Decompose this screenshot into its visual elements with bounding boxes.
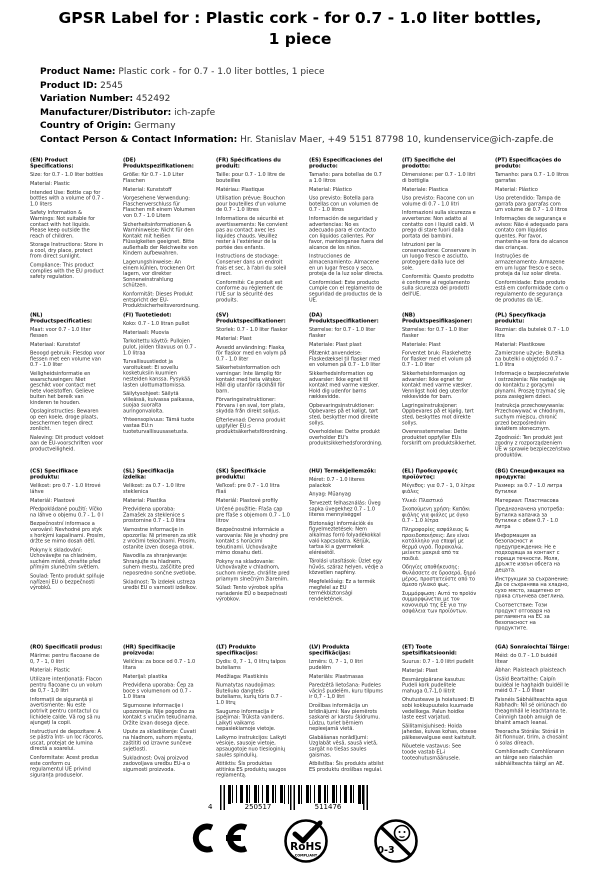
product-info-value: Hr. Stanislav Maer, +49 5151 87798 10, kundenservice@ich-zapfe.de xyxy=(237,134,554,145)
lang-block-it xyxy=(402,157,477,300)
lang-block-paragraph: Informações de segurança e avisos: Não é adequado para contato com líquidos quentes. Por favor, mantenha-se fora do alcance das crianças. xyxy=(495,215,569,251)
lang-block-paragraph: Säilytysohjeet: Säilytä viileässä, kuivassa paikassa, suojaa suoralta auringonvalolta. xyxy=(123,391,195,414)
lang-block-paragraph: Uso previsto: Fiacone con un volume di 0.7 - 1.0 litri xyxy=(402,195,474,207)
lang-block-ga xyxy=(495,644,570,770)
lang-block-paragraph: Safety Information & Warnings: Not suitable for contact with hot liquids. Please keep outside the reach of children. xyxy=(30,210,96,239)
lang-block-paragraph: Съответствие: Този продукт отговаря на регламента на ЕС за безопасност на продуктите. xyxy=(495,602,551,632)
product-info-label: Product Name: xyxy=(40,67,116,77)
lang-block-paragraph: Eesmärgipärane kasutus: Pudeli kork pudelitele mahuga 0,7-1,0 liitrit xyxy=(402,676,466,694)
lang-block-heading: (NL) Productspecificaties: xyxy=(30,312,93,325)
lang-block-hu xyxy=(309,468,384,605)
lang-block-paragraph: Størrelse: for 0.7 - 1.0 liter flasker xyxy=(402,327,469,339)
product-info-row xyxy=(40,93,580,107)
lang-block-cs xyxy=(30,468,105,594)
lang-block-paragraph: Materijal: plastika xyxy=(123,673,168,680)
lang-block-paragraph: Atbilstība: Šis produkts atbilst ES produktu drošības regulai. xyxy=(309,761,384,773)
product-info-label: Contact Person & Contact Information: xyxy=(40,134,238,145)
lang-block-heading: (HR) Specifikacije proizvoda: xyxy=(123,644,176,657)
product-info-value: Plastic cork - for 0.7 - 1.0 liter bottles, 1 piece xyxy=(115,67,325,77)
lang-block-paragraph: Dydis: 0, 7 - 1, 0 litrų talpos buteliams xyxy=(216,659,286,671)
lang-block-paragraph: Turvallisuustiedot ja varoitukset: Ei sovellu kosketuksiin kuumien nesteiden kanssa. Pysykää lasten ulottumattomissa. xyxy=(123,359,191,388)
lang-block-paragraph: Tamanho: para 0.7 - 1.0 litros garrafas xyxy=(495,172,569,184)
product-info-label: Variation Number: xyxy=(40,94,134,104)
lang-block-paragraph: Material: Plastic xyxy=(30,667,70,674)
lang-block-paragraph: Conformité: Ce produit est conforme au règlement de l'UE sur la sécurité des produits. xyxy=(216,279,283,303)
lang-block-paragraph: Instrucțiuni de depozitare: A se păstra într- un loc răcoros, uscat, protejat de lumina directă a soarelui. xyxy=(30,728,104,752)
lang-block-paragraph: Lagringsinstruksjoner: Oppbevares på et kjølig, tørt sted, beskyttes mot direkte sollys. xyxy=(402,402,474,426)
lang-block-el xyxy=(402,468,477,617)
lang-block-paragraph: Mărime: pentru flacoane de 0, 7 - 1, 0 litri xyxy=(30,653,100,665)
lang-block-lt xyxy=(216,644,291,782)
lang-block-paragraph: Určené použitie: Fľaša cap pre fľaše s objemom 0.7 - 1.0 litrov xyxy=(216,506,290,524)
lang-block-paragraph: Faisnéis Sábháilteachta agus Rabhadh: Níl sé oiriúnach do theagmháil le leachtanna te. Coinnigh taobh amuigh de bhaint amach leanaí. xyxy=(495,696,568,726)
lang-block-paragraph: Comhlíonadh: Comhlíonann an táirge seo rialachán sábháilteachta táirgí an AE. xyxy=(495,749,565,767)
lang-block-paragraph: Navodila za shranjevanje: Shranjujte na hladnem, suhem mestu, zaščitite pred neposredno sončne svetlobe. xyxy=(123,553,197,577)
lang-block-heading: (GA) Sonraíochtaí Táirge: xyxy=(495,644,570,650)
lang-block-fr xyxy=(216,157,291,306)
lang-block-heading: (EN) Product Specifications: xyxy=(30,157,74,170)
lang-block-heading: (SV) Produktspecifikationer: xyxy=(216,312,286,325)
lang-block-paragraph: Maat: voor 0.7 - 1.0 liter flessen xyxy=(30,327,91,339)
lang-block-heading: (PL) Specyfikacja produktu: xyxy=(495,312,546,325)
lang-block-paragraph: Tarkoitettu käyttö: Pullojen pulot, joiden tilavuus on 0.7 - 1.0 litraa xyxy=(123,338,197,356)
product-info xyxy=(40,66,580,147)
lang-block-paragraph: Overholdelse: Dette produkt overholder EU's produktsikkerhedsforordning. xyxy=(309,429,383,447)
lang-block-paragraph: Instructions de stockage: Conserver dans un endroit frais et sec, à l'abri du soleil direct. xyxy=(216,253,287,277)
lang-block-paragraph: Veiligheidsinformatie en waarschuwingen: Niet geschikt voor contact met hete vloeistoffen. Gelieve buiten het bereik van kinderen te houden. xyxy=(30,370,96,406)
lang-block-paragraph: Ohutusteave ja hoiatused: Ei sobi kokkupuuteks kuumade vedelikega. Palun hoidke laste eest varjatud. xyxy=(402,697,475,721)
lang-block-de xyxy=(123,157,198,312)
age-warning-icon xyxy=(372,817,420,865)
lang-block-paragraph: Vorgesehene Verwendung: Flaschenverschluss für Flaschen mit einem Volumen von 0.7 - 1.0 Litern xyxy=(123,195,196,219)
lang-block-paragraph: Efterlevnad: Denna produkt uppfyller EU:s produktsäkerhetsförordning. xyxy=(216,417,288,435)
lang-block-paragraph: Megfelelőség: Ez a termék megfelel az EU termékbiztonsági rendeletének. xyxy=(309,579,376,602)
lang-block-paragraph: Conformidade: Este produto está em conformidade com o regulamento de segurança de produtos da UE. xyxy=(495,279,569,303)
lang-block-paragraph: Informations de sécurité et avertissements: Ne convient pas au contact avec les liquides chauds. Veuillez rester à l'extérieur de la portée des enfants. xyxy=(216,215,288,251)
lang-block-nb xyxy=(402,312,477,450)
lang-block-paragraph: Velikost: pro 0.7 - 1.0 litrové láhve xyxy=(30,483,101,495)
lang-block-paragraph: Conformità: Questo prodotto è conforme al regolamento sulla sicurezza dei prodotti dell'UE. xyxy=(402,274,474,298)
lang-block-paragraph: Μέγεθος: για 0.7 - 1, 0 λίτρα φιάλες xyxy=(402,483,475,495)
lang-block-paragraph: Размер: за 0.7 - 1.0 литра бутилки xyxy=(495,483,563,495)
rohs-icon xyxy=(282,817,330,865)
lang-block-paragraph: Größe: für 0.7 - 1.0 Liter Flaschen xyxy=(123,172,184,184)
product-info-value: 2545 xyxy=(97,80,124,91)
lang-block-paragraph: Bezpečnostní informace a varování: Nevhodné pro styk s horkými kapalinami. Prosím, držte se mimo dosah dětí. xyxy=(30,521,105,545)
lang-block-pt xyxy=(495,157,570,306)
lang-block-paragraph: Συμμόρφωση: Αυτό το προϊόν συμμορφώνεται με τον κανονισμό της ΕΕ για την ασφάλεια των προϊόντων. xyxy=(402,590,477,614)
product-info-label: Manufacturer/Distributor: xyxy=(40,107,172,118)
lang-block-heading: (FR) Spécifications du produit: xyxy=(216,157,281,170)
lang-block-paragraph: Anyag: Műanyag xyxy=(309,491,351,498)
lang-block-paragraph: Varnostne informacije in opozorila: Ni primeren za stik z vročimi tekočinami. Prosim, ostanite izven dosega otrok. xyxy=(123,526,197,550)
lang-block-paragraph: Matériau: Plastique xyxy=(216,186,265,193)
lang-block-paragraph: Izmērs: 0, 7 - 1, 0 litri pudelēm xyxy=(309,659,363,671)
lang-block-pl xyxy=(495,312,570,461)
lang-block-paragraph: Materiaali: Muovia xyxy=(123,329,169,336)
lang-block-paragraph: Naleving: Dit product voldoet aan de EU-voorschriften voor productveiligheid. xyxy=(30,434,104,453)
lang-block-heading: (DE) Produktspezifikationen: xyxy=(123,157,194,170)
lang-block-bg xyxy=(495,468,570,635)
lang-block-lv xyxy=(309,644,384,776)
lang-block-paragraph: Beoogd gebruik: Flesdop voor flessen met een volume van 0.7 - 1.0 liter xyxy=(30,350,105,368)
lang-block-nl xyxy=(30,312,105,455)
lang-block-paragraph: Størrelse: for 0.7 - 1.0 liter flasker xyxy=(309,327,376,339)
barcode-group1: 250517 xyxy=(232,803,284,811)
lang-block-paragraph: Tervezett felhasználás: Üveg sapka üvegekhez 0.7 - 1.0 literes mennyiséggel xyxy=(309,500,381,518)
lang-block-paragraph: Utilisation prévue: Bouchon pour bouteilles d'un volume de 0.7 - 1.0 litres xyxy=(216,195,286,213)
lang-block-heading: (ES) Especificaciones del producto: xyxy=(309,157,383,170)
product-info-row xyxy=(40,80,580,94)
lang-block-paragraph: Predvidena uporaba: Zamašek za steklenice s prostornine 0.7 - 1.0 litra xyxy=(123,506,186,524)
lang-block-paragraph: Veľkosť: pre 0.7 - 1.0 litra fliaš xyxy=(216,483,280,495)
lang-block-paragraph: Méret: 0.7 - 1.0 literes palackok xyxy=(309,477,365,489)
lang-block-paragraph: Treoracha Stórála: Stóráil in áit fionnuar, tirim, a chosaint ó solas díreach. xyxy=(495,728,568,746)
language-grid-area xyxy=(30,157,570,782)
lang-block-paragraph: Material: Plastika xyxy=(123,497,166,504)
rohs-sublabel: COMPLIANT xyxy=(294,853,318,858)
lang-block-heading: (BG) Спецификация на продукта: xyxy=(495,468,565,481)
product-info-value: ich-zapfe xyxy=(171,107,216,118)
lang-block-paragraph: Utilizare intenționată: Flacon pentru flacoane cu un volum de 0,7 - 1,0 litri xyxy=(30,676,103,694)
lang-block-paragraph: Opslaginstructies: Bewaren op een koele, droge plaats, beschermen tegen direct zonlicht. xyxy=(30,408,99,432)
age-label: 0-3 xyxy=(377,845,395,856)
lang-block-paragraph: Información de seguridad y advertencias: No es adecuado para el contacto con líquidos calientes. Por favor, manténganse fuera del alcance de los niños. xyxy=(309,215,384,251)
rohs-label: RoHS xyxy=(290,841,322,853)
lang-block-paragraph: Saugumo informacija ir įspėjimai: Trūksta vandens. Laikyti vaikams nepasiekiamoje vietoje. xyxy=(216,708,285,732)
lang-block-paragraph: Zamierzone użycie: Butelka na butelki o objętości 0.7 - 1.0 litra xyxy=(495,350,565,368)
barcode-prefix: 4 xyxy=(208,803,213,811)
lang-block-paragraph: Koko: 0.7 - 1.0 litran pullot xyxy=(123,321,190,327)
lang-block-paragraph: Materiāls: Plastmasas xyxy=(309,673,364,680)
lang-block-paragraph: Sukladnost: Ovaj proizvod zadovoljava uredbu EU-a o sigurnosti proizvoda. xyxy=(123,755,191,773)
lang-block-paragraph: Forventet bruk: Flaskehette for flasker med et volum på 0.7 - 1.0 liter xyxy=(402,350,472,368)
lang-block-paragraph: Υλικό: Πλαστικό xyxy=(402,497,443,504)
lang-block-paragraph: Predviđena uporaba: Čep za boce s volumenom od 0.7 - 1.0 litara xyxy=(123,682,194,700)
product-info-row xyxy=(40,66,580,80)
lang-block-heading: (DA) Produktspecifikationer: xyxy=(309,312,379,325)
lang-block-paragraph: Instrucciones de almacenamiento: Almacene en un lugar fresco y seco, proteja de la luz solar directa. xyxy=(309,253,384,277)
barcode-digits xyxy=(208,803,368,813)
lang-block-paragraph: Soulad: Tento produkt splňuje nařízení EU o bezpečnosti výrobků. xyxy=(30,573,105,591)
lang-block-paragraph: Materiale: Plastica xyxy=(402,186,448,193)
lang-block-heading: (PT) Especificações do produto: xyxy=(495,157,562,170)
lang-block-heading: (SK) Špecifikácie produktu: xyxy=(216,468,266,481)
lang-block-es xyxy=(309,157,384,306)
lang-block-heading: (LV) Produkta specifikācijas: xyxy=(309,644,351,657)
lang-block-paragraph: Instrukcja przechowywania: Przechowywać w chłodnym, suchym miejscu, chronić przed bezpośrednim światłem słonecznym. xyxy=(495,402,566,432)
lang-block-paragraph: Bezpečnostné informácie a varovania: Nie je vhodný pre kontakt s horúcimi tekutinami. Uchovávajte mimo dosahu detí. xyxy=(216,526,289,556)
lang-block-paragraph: Material: Plástico xyxy=(495,186,538,193)
product-info-row xyxy=(40,120,580,134)
lang-block-paragraph: Compliance: This product complies with the EU product safety regulation. xyxy=(30,262,104,280)
lang-block-paragraph: Πληροφορίες ασφάλειας & προειδοποιήσεις: Δεν είναι κατάλληλο για επαφή με θερμά υγρά. Παρακαλώ, μείνετε μακριά από τα παιδιά. xyxy=(402,526,470,562)
lang-block-paragraph: Size: for 0.7 - 1.0 liter bottles xyxy=(30,172,104,178)
lang-block-paragraph: Informații de siguranță și avertismente: Nu este potrivit pentru contactul cu lichidele calde. Vă rog să nu ajungeți la copii. xyxy=(30,696,101,726)
lang-block-paragraph: Informazioni sulla sicurezza e avvertenze: Non adatto al contatto con i liquidi caldi. Vi prego di stare fuori dalla portata dei bambini. xyxy=(402,210,476,239)
lang-block-paragraph: Materiál: Plastové profily xyxy=(216,497,278,504)
product-info-label: Product ID: xyxy=(40,80,98,91)
lang-block-paragraph: Информация за безопасност и предупреждения: Не е подходяща за контакт с горещи течности. Моля, дръжте извън обсега на децата. xyxy=(495,532,561,574)
lang-block-hr xyxy=(123,644,198,776)
product-info-value: 452492 xyxy=(133,94,171,104)
lang-block-sk xyxy=(216,468,291,606)
lang-block-paragraph: Yhteensopivuus: Tämä tuote vastaa EU:n tuoteturvallisuusasetusta. xyxy=(123,417,195,435)
lang-block-paragraph: Veličina: za boce od 0.7 - 1.0 litara xyxy=(123,659,196,671)
compliance-icons-row xyxy=(0,817,600,877)
lang-block-paragraph: Sikkerhedsinformation og advarsler: Ikke egnet til kontakt med varme væsker. Hold dig udenfor børns rækkevidde. xyxy=(309,370,380,400)
lang-block-fi xyxy=(123,312,198,438)
lang-block-paragraph: Súlad: Tento výrobok spĺňa nariadenie EÚ o bezpečnosti výrobkov. xyxy=(216,585,288,603)
lang-block-paragraph: Conformitate: Acest produs este conform cu regulamentul UE privind siguranța produselor. xyxy=(30,755,99,778)
lang-block-paragraph: Säilitamisjuhised: Hoida jahedas, kuivas kohas, otsese päikesevalguse eest kaitstult. xyxy=(402,723,477,741)
page-title: GPSR Label for : Plastic cork - for 0.7 - 1.0 liter bottles, 1 piece xyxy=(58,9,542,48)
lang-block-paragraph: Material: Kunststoff xyxy=(123,186,172,193)
lang-block-paragraph: Drošības informācija un brīdinājumi: Nav piemērots saskarei ar karstu šķidrumu. Lūdzu, turiet bērniem nepieejamā vietā. xyxy=(309,702,381,732)
lang-block-sl xyxy=(123,468,198,594)
lang-block-et xyxy=(402,644,477,764)
lang-block-paragraph: Påtænkt anvendelse: Flaskedæksel til flasker med en volumen på 0.7 - 1.0 liter xyxy=(309,350,381,368)
lang-block-paragraph: Uso previsto: Botella para botellas con un volumen de 0.7 - 1.0 litros xyxy=(309,195,379,213)
barcode-group2: 511476 xyxy=(302,803,354,811)
barcode xyxy=(208,785,368,813)
lang-block-paragraph: Overensstemmelse: Dette produktet oppfyller EUs forskrift om produktsikkerhet. xyxy=(402,429,477,447)
lang-block-paragraph: Nõuetele vastavus: See toode vastab EL-i tooteohutusmäärusele. xyxy=(402,743,462,761)
lang-block-sv xyxy=(216,312,291,438)
lang-block-paragraph: Medžiaga: Plastikinis xyxy=(216,673,269,680)
lang-block-paragraph: Intended Use: Bottle cap for bottles with a volume of 0.7 - 1.0 liters xyxy=(30,189,104,207)
lang-block-paragraph: Предназначена употреба: Бутилка капачка за бутилки с обем 0.7 - 1.0 литра xyxy=(495,506,565,530)
lang-block-paragraph: Laikymo instrukcijos: Laikyti vėsioje, sausoje vietoje, apsaugotoje nuo tiesioginių saulės spindulių. xyxy=(216,734,287,758)
lang-block-paragraph: Pokyny k skladování: Uchovávejte na chladném, suchém místě, chraňte před přímým slunečním světlem. xyxy=(30,547,101,571)
lang-block-paragraph: Velikost: za 0.7 - 1.0 litre steklenica xyxy=(123,483,186,495)
lang-block-paragraph: Инструкции за съхранение: Да се съхранява на хладно, сухо място, защитено от пряка слънчева светлина. xyxy=(495,576,569,600)
lang-block-paragraph: Materiale: Plast xyxy=(402,341,441,348)
lang-block-paragraph: Instruções de armazenamento: Armazene em um lugar fresco e seco, proteja da luz solar direta. xyxy=(495,253,565,277)
lang-block-paragraph: Numatytas naudojimas: Buteliuko dangtelis buteliams, kurių tūris 0.7 - 1.0 litrų xyxy=(216,682,283,706)
lang-block-heading: (SL) Specifikacija izdelka: xyxy=(123,468,174,481)
lang-block-paragraph: Předpokládané použití: Víčko na láhve o objemu 0.7 - 1, 0 l xyxy=(30,506,104,518)
lang-block-paragraph: Skladnost: Ta izdelek ustreza uredbi EU o varnosti izdelkov. xyxy=(123,579,197,591)
lang-block-heading: (FI) Tuotetiedot: xyxy=(123,312,172,318)
lang-block-paragraph: Materjal: Plast xyxy=(402,667,438,674)
lang-block-paragraph: Taille: pour 0.7 - 1.0 litre de bouteilles xyxy=(216,172,285,184)
lang-block-da xyxy=(309,312,384,450)
lang-block-paragraph: Istruzioni per la conservazione: Conservare in un luogo fresco e asciutto, proteggere dalla luce del sole. xyxy=(402,242,476,271)
lang-block-heading: (NB) Produktspesifikasjoner: xyxy=(402,312,473,325)
lang-block-paragraph: Materiał: Plastikowe xyxy=(495,341,545,348)
lang-block-paragraph: Material: Plast xyxy=(216,335,252,342)
lang-block-paragraph: Rozmiar: dla butelek 0.7 - 1.0 litra xyxy=(495,327,569,339)
product-info-row xyxy=(40,134,580,148)
lang-block-paragraph: Lagerungshinweise: An einem kühlen, trockenen Ort lagern, vor direkter Sonneneinstrahlung schützen. xyxy=(123,259,195,289)
lang-block-paragraph: Conformidad: Este producto cumple con el reglamento de seguridad de productos de la UE. xyxy=(309,279,383,303)
lang-block-paragraph: Suurus: 0.7 - 1.0 liitri pudelit xyxy=(402,659,474,665)
lang-block-paragraph: Tamaño: para botellas de 0.7 a 1.0 litros xyxy=(309,172,382,184)
lang-block-paragraph: Biztonsági információk és figyelmeztetések: Nem alkalmas forró folyadékokkal való kapcsolatra. Kérjük, tartsa ki a gyermekek elérésétől. xyxy=(309,520,381,556)
lang-block-paragraph: Förvaringsinstruktioner: Förvara i en sval, torr plats, skydda från direkt solljus. xyxy=(216,397,285,415)
lang-block-paragraph: Materiale: Plast plast xyxy=(309,341,362,348)
lang-block-paragraph: Méid: do 0.7 - 1.0 buidéil lítear xyxy=(495,653,558,665)
lang-block-paragraph: Konformität: Dieses Produkt entspricht der EU-Produktsicherheitsverordnung. xyxy=(123,291,200,309)
lang-block-paragraph: Σκοπούμενη χρήση: Καπάκι φιάλης για φιάλες με όγκο 0.7 - 1.0 λίτρα xyxy=(402,506,470,524)
lang-block-paragraph: Материал: Пластмасова xyxy=(495,497,559,504)
lang-block-paragraph: Pokyny na skladovanie: Uchovávajte v chladnom, suchom mieste, chráňte pred priamym slnečným žiarením. xyxy=(216,558,290,582)
lang-block-paragraph: Säkerhetsinformation och varningar: Inte lämplig för kontakt med heta vätskor. Håll dig utanför räckhåll för barn. xyxy=(216,365,285,394)
lang-block-paragraph: Sigurnosne informacije i upozorenja: Nije pogodno za kontakt s vrućim tekućinama. Držite izvan dosega djece. xyxy=(123,702,198,726)
lang-block-paragraph: Paredzētā lietošana: Pudeles vāciņš pudelēm, kuru tilpums ir 0,7 - 1,0 litri xyxy=(309,682,383,700)
lang-block-paragraph: Οδηγίες αποθήκευσης: Φυλάσσετε σε δροσερό, ξηρό μέρος, προστατεύστε από το άμεσο ηλιακό φως. xyxy=(402,564,476,588)
lang-block-paragraph: Dimensione: per 0.7 - 1.0 litri di bottiglia xyxy=(402,172,476,184)
lang-block-paragraph: Tárolási utasítások: Üzlet egy hűvös, száraz helyen, védje a közvetlen napfény. xyxy=(309,558,384,576)
lang-block-heading: (EL) Προδιαγραφές προϊόντος: xyxy=(402,468,458,481)
lang-block-en xyxy=(30,157,105,283)
product-info-row xyxy=(40,107,580,121)
product-info-value: Germany xyxy=(131,121,176,131)
lang-block-paragraph: Úsáid Beartaithe: Caipín buidéal le haghaidh buidéil le méid 0.7 - 1.0 lítear xyxy=(495,676,569,694)
lang-block-ro xyxy=(30,644,105,781)
lang-block-paragraph: Materiaal: Kunststof xyxy=(30,341,80,348)
lang-block-paragraph: Material: Plastic xyxy=(30,180,70,187)
lang-block-heading: (ET) Toote spetsifikatsioonid: xyxy=(402,644,457,657)
lang-block-paragraph: Atitiktis: Šis produktas atitinka ES produktų saugos reglamentą. xyxy=(216,761,287,779)
lang-block-paragraph: Informacje o bezpieczeństwie i ostrzeżenia: Nie nadaje się do kontaktu z gorącymi płynami. Proszę trzymać się poza zasięgiem dzieci. xyxy=(495,370,570,400)
lang-block-paragraph: Sikkerhetsinformasjon og advarsler: Ikke egnet for kontakt med varme væsker. Vennligst hold deg utenfor rekkevidde for barn. xyxy=(402,370,473,400)
lang-block-paragraph: Materiál: Plastové xyxy=(30,497,75,504)
lang-block-paragraph: Uso pretendido: Tampa de garrafa para garrafas com um volume de 0.7 - 1.0 litros xyxy=(495,195,568,213)
lang-block-heading: (LT) Produkto specifikacijos: xyxy=(216,644,258,657)
lang-block-paragraph: Sicherheitsinformationen & Warnhinweise: Nicht für den Kontakt mit heißen Flüssigkeiten geeignet. Bitte außerhalb der Reichweite von Kindern aufbewahren. xyxy=(123,221,198,257)
product-info-label: Country of Origin: xyxy=(40,121,132,131)
lang-block-heading: (RO) Specificatii produs: xyxy=(30,644,103,650)
lang-block-paragraph: Storage Instructions: Store in a cool, dry place, protect from direct sunlight. xyxy=(30,242,104,260)
lang-block-paragraph: Avsedd användning: Flaska för flaskor med en volym på 0.7 - 1.0 liter xyxy=(216,344,287,362)
lang-block-paragraph: Material: Plástico xyxy=(309,186,352,193)
lang-block-paragraph: Glabāšanas norādījumi: Uzglabāt vēsā, sausā vietā, sargāt no tiešas saules gaismas. xyxy=(309,734,378,758)
language-grid xyxy=(30,157,570,782)
lang-block-paragraph: Opbevaringsinstruktioner: Opbevares på et køligt, tørt sted, beskytter mod direkte sollys. xyxy=(309,402,379,426)
lang-block-paragraph: Storlek: 0.7 - 1.0 liter flaskor xyxy=(216,327,288,333)
lang-block-heading: (IT) Specifiche del prodotto: xyxy=(402,157,456,170)
lang-block-paragraph: Zgodność: Ten produkt jest zgodny z rozporządzeniem UE w sprawie bezpieczeństwa produktów. xyxy=(495,434,570,458)
lang-block-paragraph: Ábhar: Plaisteach plaisteach xyxy=(495,667,566,674)
lang-block-paragraph: Upute za skladištenje: Čuvati na hladnom, suhom mjestu, zaštititi od izravne sunčeve svjetlosti. xyxy=(123,729,197,753)
lang-block-heading: (CS) Specifikace produktu: xyxy=(30,468,78,481)
lang-block-heading: (HU) Termékjellemzők: xyxy=(309,468,377,474)
